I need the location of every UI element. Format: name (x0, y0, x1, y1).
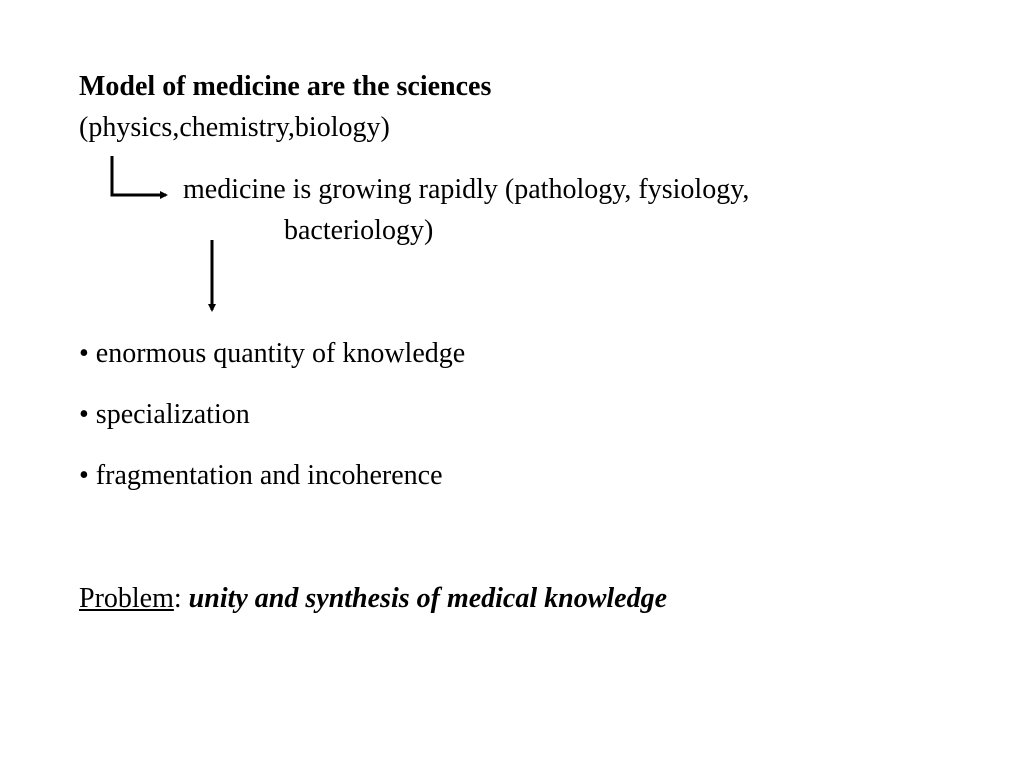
elbow-arrow-icon (112, 156, 166, 195)
bullet-item-specialization: • specialization (79, 399, 250, 430)
bullet-item-knowledge: • enormous quantity of knowledge (79, 338, 466, 369)
sciences-list: (physics,chemistry,biology) (79, 112, 390, 143)
growth-line-1: medicine is growing rapidly (pathology, fysiology, (183, 174, 750, 205)
bullet-item-fragmentation: • fragmentation and incoherence (79, 460, 443, 491)
growth-line-2: bacteriology) (284, 215, 434, 246)
problem-statement: unity and synthesis of medical knowledge (188, 583, 668, 614)
problem-label: Problem (79, 583, 174, 614)
slide-title: Model of medicine are the sciences (79, 71, 492, 102)
problem-separator: : (173, 583, 189, 614)
problem-line (79, 585, 667, 613)
